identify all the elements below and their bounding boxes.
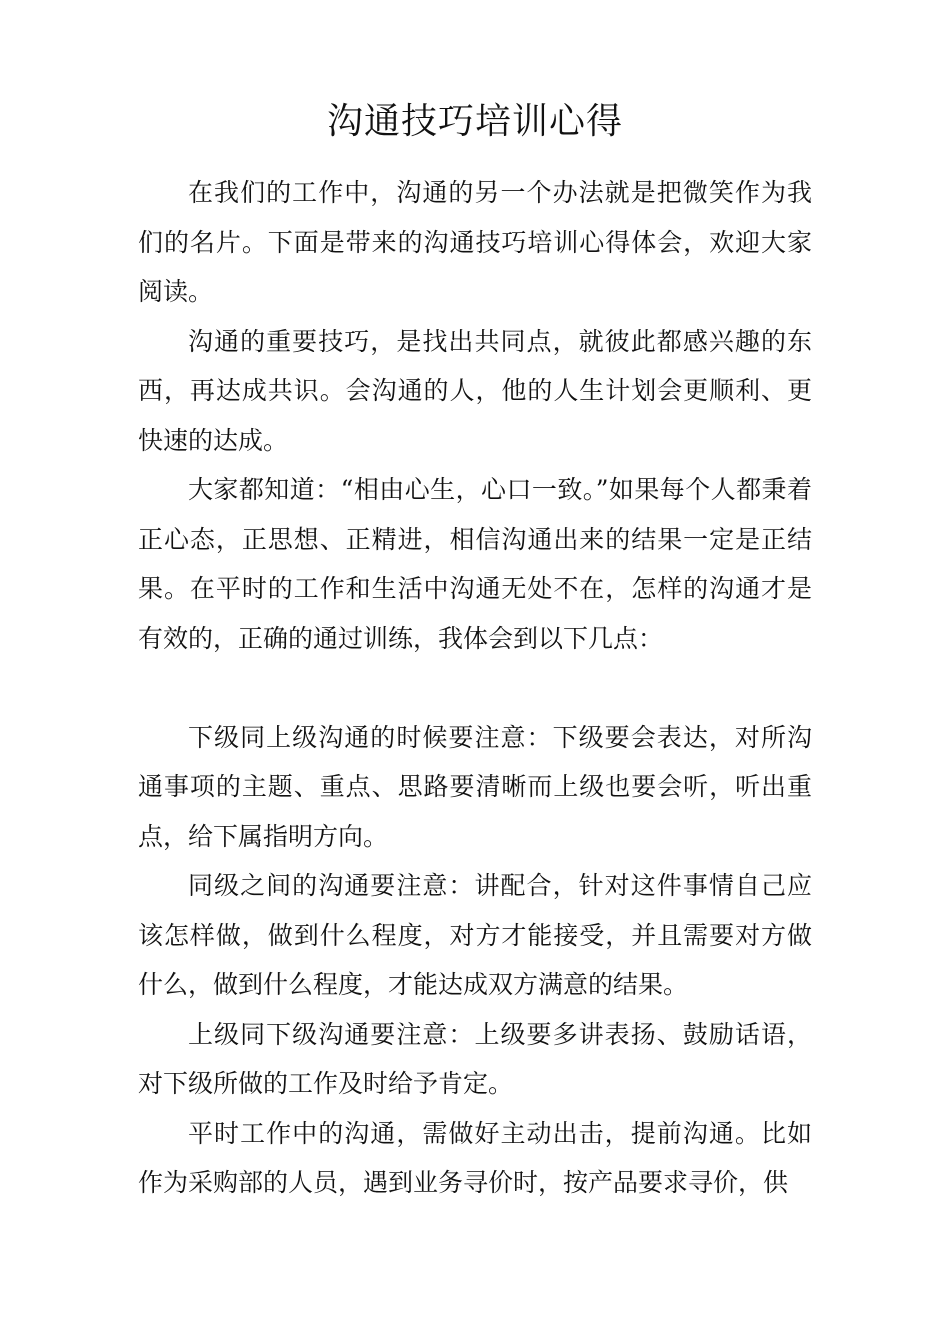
paragraph-intro: 在我们的工作中，沟通的另一个办法就是把微笑作为我们的名片。下面是带来的沟通技巧培训心得体会，欢迎大家阅读。 xyxy=(138,178,812,306)
paragraph-common-ground: 沟通的重要技巧，是找出共同点，就彼此都感兴趣的东西，再达成共识。会沟通的人，他的人生计划会更顺利、更快速的达成。 xyxy=(138,326,812,455)
paragraph-proactive-communication: 平时工作中的沟通，需做好主动出击，提前沟通。比如作为采购部的人员，遇到业务寻价时，按产品要求寻价，供 xyxy=(138,1118,812,1197)
paragraph-peer-communication: 同级之间的沟通要注意：讲配合，针对这件事情自己应该怎样做，做到什么程度，对方才能接受，并且需要对方做什么，做到什么程度，才能达成双方满意的结果。 xyxy=(138,871,812,999)
paragraph-mindset: 大家都知道：“相由心生，心口一致。”如果每个人都秉着正心态，正思想、正精进，相信沟通出来的结果一定是正结果。在平时的工作和生活中沟通无处不在，怎样的沟通才是有效的，正确的通过训练，我体会到以下几点： xyxy=(138,475,812,653)
document-title: 沟通技巧培训心得 xyxy=(326,101,623,142)
paragraph-superior-to-subordinate: 上级同下级沟通要注意：上级要多讲表扬、鼓励话语，对下级所做的工作及时给予肯定。 xyxy=(138,1019,812,1098)
paragraph-spacer xyxy=(138,663,812,713)
document-body xyxy=(138,168,812,1208)
paragraph-subordinate-to-superior: 下级同上级沟通的时候要注意：下级要会表达，对所沟通事项的主题、重点、思路要清晰而上级也要会听，听出重点，给下属指明方向。 xyxy=(138,722,812,851)
